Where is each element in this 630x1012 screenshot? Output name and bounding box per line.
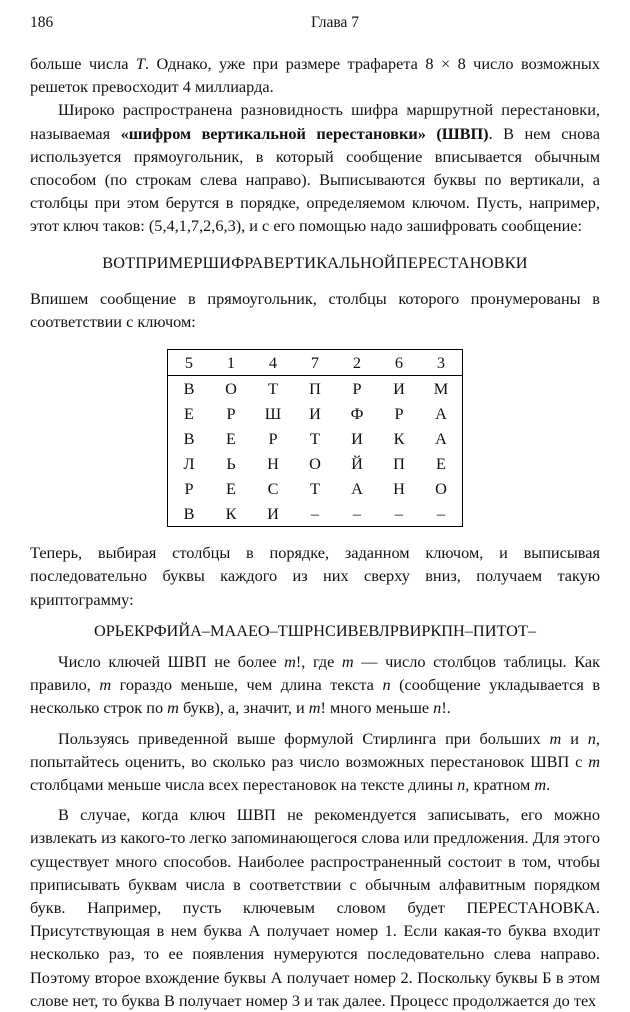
grid-cell: А [351,479,363,499]
paragraph-2-part-a: Широко распространена разновидность шифра маршрутной перестановки, называемая [30,100,600,143]
grid-cell: П [393,454,405,474]
grid-cell: – [352,504,362,524]
grid-cell: Р [352,379,362,399]
grid-cell: С [267,479,279,499]
grid-cell: Е [226,429,236,449]
grid-cell: – [436,504,446,524]
grid-cell: А [435,404,447,424]
grid-cell: Т [268,379,278,399]
table-row [168,451,463,476]
table-row [168,401,463,426]
paragraph-5: Число ключей ШВП не более m!, где m — число столбцов таблицы. Как правило, m гораздо меньше, чем длина текста n (сообщение укладывается в несколько строк по m букв), а, значит, и m! много меньше n!. [30,652,601,718]
grid-cell: Е [226,479,236,499]
grid-cell: Е [436,454,446,474]
paragraph-2 [30,98,600,237]
grid-cell: Р [268,429,278,449]
grid-cell: П [309,379,321,399]
grid-cell: К [393,429,405,449]
body-text [30,52,600,1012]
grid-cell: Й [351,454,363,474]
key-cell: 1 [210,350,252,376]
grid-cell: В [183,429,195,449]
grid-cell: Л [183,454,195,474]
cryptogram-line: ОРЬЕКРФИЙА–МААЕО–ТШРНСИВЕВЛРВИРКПН–ПИТОТ– [93,620,537,640]
cipher-table-wrapper [30,349,600,527]
grid-cell: В [183,504,195,524]
grid-cell: – [310,504,320,524]
cipher-grid-table [167,349,463,527]
grid-cell: Е [184,404,194,424]
grid-cell: О [225,379,237,399]
grid-cell: О [435,479,447,499]
table-row [168,426,463,451]
grid-cell: Р [226,404,236,424]
page-header [30,14,600,34]
grid-cell: В [183,379,195,399]
chapter-title: Глава 7 [310,14,360,31]
key-cell: 5 [168,350,211,376]
paragraph-6: Пользуясь приведенной выше формулой Стирлинга при больших m и n, попытайтесь оценить, во сколько раз число возможных перестановок ШВП с m столбцами меньше числа всех перестановок на тексте длины n, кратном m. [30,728,600,795]
grid-cell: И [309,404,321,424]
paragraph-4: Теперь, выбирая столбцы в порядке, заданном ключом, и выписывая последовательно буквы каждого из них сверху вниз, получаем такую криптограмму: [30,543,600,609]
grid-cell: А [435,429,447,449]
table-key-row [168,350,463,376]
grid-cell: К [225,504,237,524]
grid-cell: Н [393,479,405,499]
grid-cell: Ш [264,404,282,424]
plaintext-message: ВОТПРИМЕРШИФРАВЕРТИКАЛЬНОЙПЕРЕСТАНОВКИ [102,252,528,272]
paragraph-3: Впишем сообщение в прямоугольник, столбцы которого пронумерованы в соответствии с ключом: [30,288,600,332]
key-cell: 4 [252,350,294,376]
grid-cell: Ф [350,404,364,424]
grid-cell: И [267,504,279,524]
paragraph-7: В случае, когда ключ ШВП не рекомендуется записывать, его можно извлекать из какого-то легко запоминающегося слова или предложения. Для этого существует много способов. Наиболее распространенный состоит в том, чтобы приписывать буквам числа в соответствии с обычным алфавитным порядком букв. Например, пусть ключевым словом будет ПЕРЕСТАНОВКА. Присутствующая в нем буква А получает номер 1. Если какая-то буква входит несколько раз, то ее появления нумеруются последовательно слева направо. Поэтому второе вхождение буквы А получает номер 2. Поскольку буквы Б в этом слове нет, то буква В получает номер 3 и так далее. Процесс продолжается до тех [30,805,600,1010]
grid-cell: И [351,429,363,449]
grid-cell: Т [310,429,320,449]
page-number: 186 [30,14,54,31]
paragraph-2-part-c: . В нем снова используется прямоугольник, в который сообщение вписывается обычным способом (по строкам слева направо). Выписываются буквы по вертикали, а столбцы при этом берутся в порядке, определяемом ключом. Пусть, например, этот ключ таков: (5,4,1,7,2,6,3), и с его помощью надо зашифровать сообщение: [30,123,600,236]
table-row [168,376,463,402]
table-row [168,476,463,501]
key-cell: 3 [420,350,463,376]
grid-cell: – [394,504,404,524]
term-vertical-permutation-cipher: «шифром вертикальной перестановки» (ШВП) [120,123,489,143]
grid-cell: Н [267,454,279,474]
grid-cell: М [433,379,449,399]
grid-cell: Р [394,404,404,424]
grid-cell: Р [184,479,194,499]
grid-cell: Т [310,479,320,499]
table-row [168,501,463,527]
grid-cell: О [309,454,321,474]
grid-cell: Ь [226,454,236,474]
key-cell: 2 [336,350,378,376]
grid-cell: И [393,379,405,399]
key-cell: 7 [294,350,336,376]
paragraph-1: больше числа T. Однако, уже при размере трафарета 8 × 8 число возможных решеток превосходит 4 миллиарда. [30,54,600,97]
key-cell: 6 [378,350,420,376]
